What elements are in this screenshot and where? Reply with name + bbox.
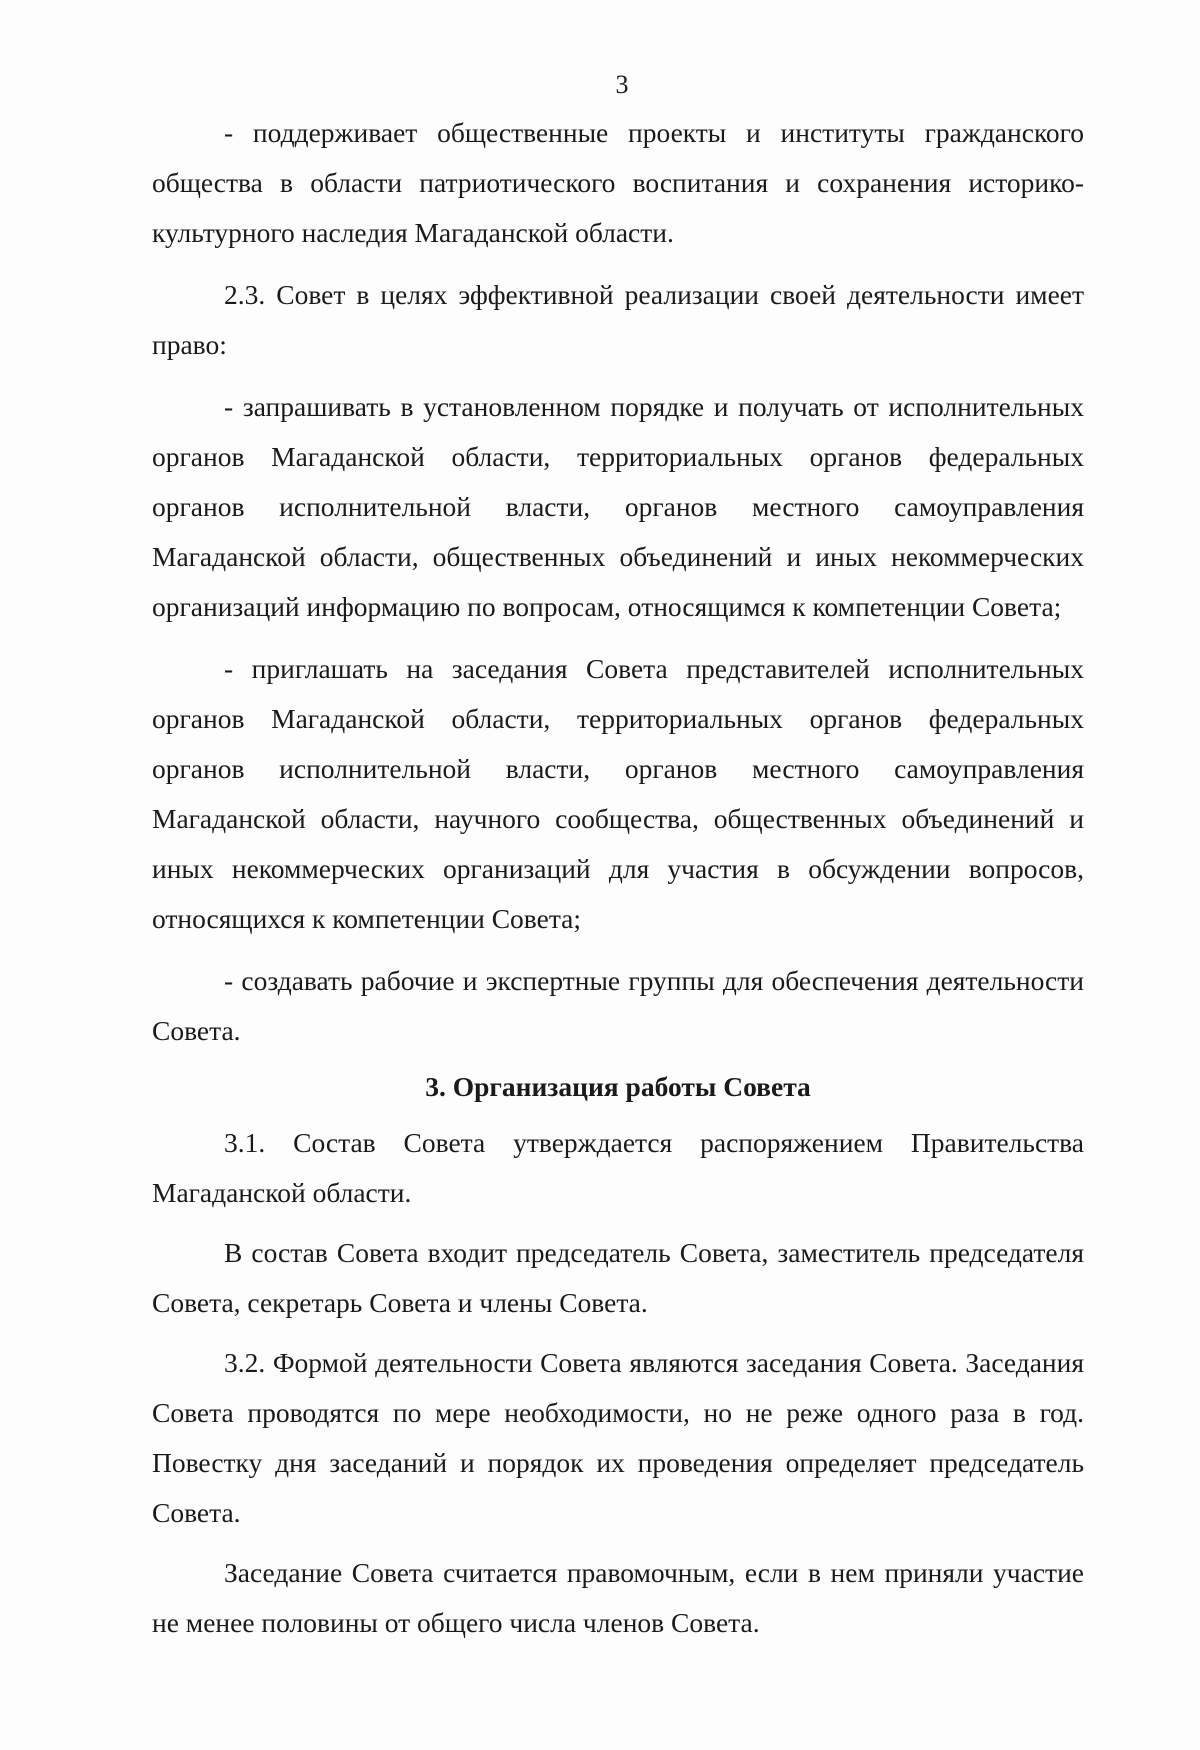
paragraph: - приглашать на заседания Совета представителей исполнительных органов Магаданской области, территориальных органов федеральных органов исполнительной власти, органов местного самоуправления Магаданской области, научного сообщества, общественных объединений и иных некоммерческих организаций для участия в обсуждении вопросов, относящихся к компетенции Совета; bbox=[152, 653, 1084, 934]
paragraph: - запрашивать в установленном порядке и получать от исполнительных органов Магаданской области, территориальных органов федеральных органов исполнительной власти, органов местного самоуправления Магаданской области, общественных объединений и иных некоммерческих организаций информацию по вопросам, относящимся к компетенции Совета; bbox=[152, 391, 1084, 622]
page-number: 3 bbox=[615, 70, 629, 99]
paragraph: 2.3. Совет в целях эффективной реализации своей деятельности имеет право: bbox=[152, 279, 1084, 360]
document-body bbox=[152, 108, 1084, 1648]
paragraph: - поддерживает общественные проекты и институты гражданского общества в области патриотического воспитания и сохранения историко-культурного наследия Магаданской области. bbox=[152, 117, 1084, 248]
paragraph: - создавать рабочие и экспертные группы для обеспечения деятельности Совета. bbox=[152, 965, 1084, 1046]
paragraph: 3.1. Состав Совета утверждается распоряжением Правительства Магаданской области. bbox=[152, 1127, 1084, 1208]
paragraph: В состав Совета входит председатель Совета, заместитель председателя Совета, секретарь Совета и члены Совета. bbox=[152, 1237, 1084, 1318]
paragraph: Заседание Совета считается правомочным, если в нем приняли участие не менее половины от общего числа членов Совета. bbox=[152, 1557, 1084, 1638]
section-heading: 3. Организация работы Совета bbox=[425, 1071, 811, 1102]
paragraph: 3.2. Формой деятельности Совета являются заседания Совета. Заседания Совета проводятся по мере необходимости, но не реже одного раза в год. Повестку дня заседаний и порядок их проведения определяет председатель Совета. bbox=[152, 1347, 1084, 1528]
